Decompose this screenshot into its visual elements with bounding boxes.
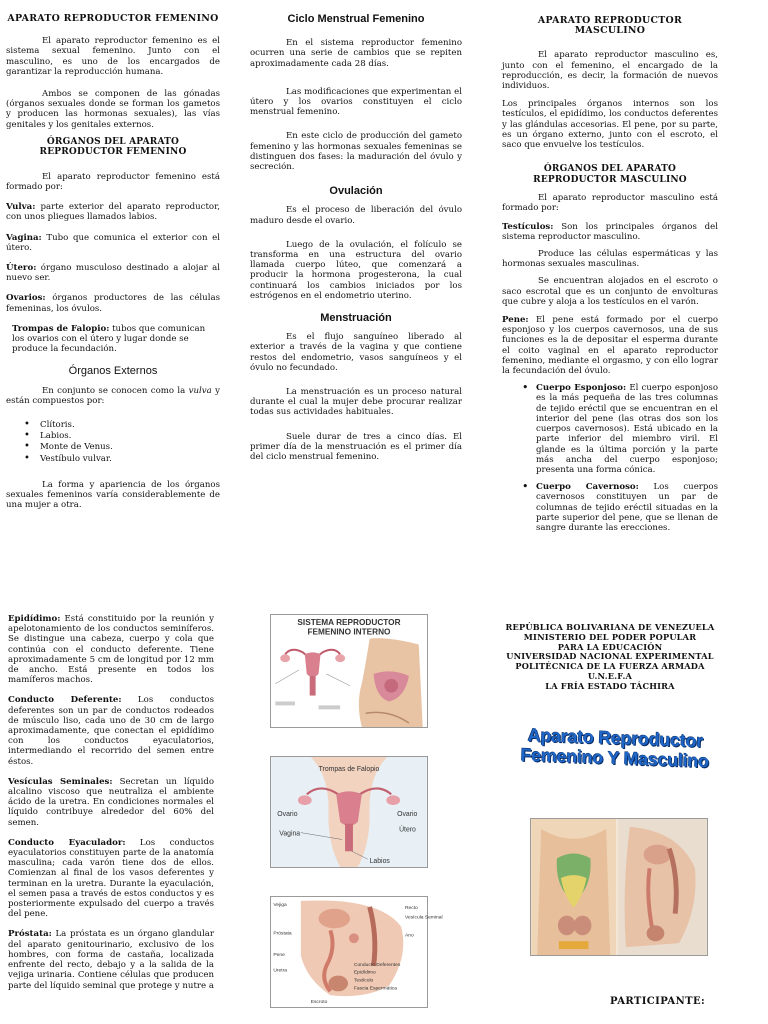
male-p2: Los principales órganos internos son los testículos, el epidídimo, los conductos deferentes y las glándulas accesorias. El pene, por su parte, es un órgano externo, junto con el escroto, el saco que envuelve los testículos. <box>502 99 718 151</box>
pene-def <box>502 315 718 376</box>
label-vejiga: Vejiga <box>273 902 287 908</box>
institution-header <box>504 623 716 692</box>
institution-line-5: POLITÉCNICA DE LA FUERZA ARMADA <box>515 661 705 672</box>
menstruacion-heading: Menstruación <box>320 312 392 325</box>
vesiculas-text: Secretan un líquido alcalino viscoso que neutraliza el ambiente ácido de la uretra. En condiciones normales el líquido contribuye alrededor del 60% del semen. <box>8 776 214 828</box>
ovulacion-heading: Ovulación <box>329 185 383 198</box>
female-column <box>6 14 220 518</box>
female-organs-heading: ÓRGANOS DEL APARATO REPRODUCTOR FEMENINO <box>39 136 187 158</box>
label-labios: Labios <box>369 858 390 866</box>
externos-list <box>24 420 220 464</box>
institution-line-1: REPÚBLICA BOLIVARIANA DE VENEZUELA <box>505 622 715 632</box>
label-ovario-left: Ovario <box>277 810 298 818</box>
menstruacion-p1: Es el flujo sanguíneo liberado al exterior a través de la vagina y que contiene restos del endometrio, vasos sanguíneos y el óvulo no fecundado. <box>250 332 462 373</box>
esponjoso-term: Cuerpo Esponjoso: <box>536 383 627 394</box>
vesiculas-term: Vesículas Seminales: <box>8 776 113 787</box>
epididimo-text: Está constituido por la reunión y apelotonamiento de los conductos seminíferos. Se distingue una cabeza, cuerpo y cola que continúa con el conducto deferente. Tiene aproximadamente 5 cm de longitud por 12 mm de ancho. Está presente en todos los mamíferos machos. <box>8 614 214 686</box>
male-p1: El aparato reproductor masculino es, junto con el femenino, el encargado de la reproducción, es decir, la formación de nuevos individuos. <box>502 50 718 92</box>
prostata-text: La próstata es un órgano glandular del aparato genitourinario, exclusivo de los hombres, con forma de castaña, localizada enfrente del recto, debajo y a la salida de la vejiga urinaria. Contiene células que producen parte del líquido seminal que protege y nutre a <box>8 929 214 991</box>
testiculos-def <box>502 222 718 242</box>
institution-line-4: UNIVERSIDAD NACIONAL EXPERIMENTAL <box>506 651 714 662</box>
vulva-def <box>6 202 220 222</box>
institution-line-3: PARA LA EDUCACIÓN <box>557 641 663 652</box>
male-sagittal-figure <box>270 896 443 1008</box>
testiculos-text: Son los principales órganos del sistema reproductor masculino. <box>502 221 718 242</box>
list-item: • Monte de Venus. <box>24 442 220 452</box>
label-vesicula: Vesícula Seminal <box>404 915 443 921</box>
uterus-labeled-figure <box>270 756 428 868</box>
male-title: APARATO REPRODUCTOR MASCULINO <box>537 15 683 37</box>
male-organs-heading: ÓRGANOS DEL APARATO REPRODUCTOR MASCULINO <box>533 164 687 185</box>
cycle-p2: Las modificaciones que experimentan el útero y los ovarios constituyen el ciclo menstrual femenino. <box>250 86 462 118</box>
label-utero: Útero <box>399 826 416 834</box>
male-column <box>502 16 718 540</box>
institution-line-6: U.N.E.F.A <box>587 670 633 681</box>
epididimo-def <box>8 614 214 685</box>
list-item: • Labios. <box>24 431 220 441</box>
label-ano: Ano <box>404 933 414 939</box>
deferente-term: Conducto Deferente: <box>8 695 122 706</box>
vulva-term: Vulva: <box>6 202 36 213</box>
utero-text: órgano musculoso destinado a alojar al nuevo ser. <box>6 263 220 284</box>
label-uretra: Uretra <box>273 968 288 974</box>
cycle-title: Ciclo Menstrual Femenino <box>287 13 425 25</box>
epididimo-term: Epidídimo: <box>8 614 61 624</box>
cavernoso-term: Cuerpo Cavernoso: <box>536 482 639 493</box>
externos-intro-b: y están compuestos por: <box>6 385 220 406</box>
testiculos-term: Testículos: <box>502 221 554 232</box>
cover-title <box>509 724 720 771</box>
deferente-text: Los conductos deferentes son un par de conductos rodeados de músculo liso, cada uno de 30 cm de largo aproximadamente, que conectan el epidídimo con los conductos eyaculatorios, intermediando el recorrido del semen entre éstos. <box>8 695 214 767</box>
cover-title-line-1: Aparato Reproductor <box>527 724 704 752</box>
fig1-title-line1: SISTEMA REPRODUCTOR <box>297 617 401 627</box>
prostata-def <box>8 929 214 990</box>
fig1-title-line2: FEMENINO INTERNO <box>307 627 391 637</box>
utero-def <box>6 263 220 283</box>
female-internal-figure <box>270 614 428 728</box>
trompas-term: Trompas de Falopio: <box>12 323 110 334</box>
ovarios-def <box>6 293 220 313</box>
cavernoso-text: Los cuerpos cavernosos constituyen un par de columnas de tejido eréctil situadas en la parte superior del pene, que se llenan de sangre durante las erecciones. <box>536 482 718 533</box>
label-prostata: Próstata <box>273 931 292 937</box>
vulva-text: parte exterior del aparato reproductor, con unos pliegues llamados labios. <box>6 202 220 223</box>
eyaculador-def <box>8 838 214 920</box>
vagina-def <box>6 233 220 253</box>
cover-title-line-2: Femenino Y Masculino <box>520 744 710 772</box>
ovulacion-p1: Es el proceso de liberación del óvulo maduro desde el ovario. <box>250 205 462 226</box>
ovarios-text: órganos productores de las células femeninas, los óvulos. <box>6 293 220 314</box>
esponjoso-text: El cuerpo esponjoso es la más pequeña de las tres columnas de tejido eréctil que se encuentran en el interior del pene (las otras dos son los cuerpos cavernosos). Está ubicado en la parte inferior del miembro viril. El glande es la última porción y la parte más ancha del cuerpo esponjoso; presenta una forma cónica. <box>536 383 719 475</box>
label-pene: Pene <box>273 952 285 958</box>
female-internal-illustration <box>271 615 427 727</box>
female-title: APARATO REPRODUCTOR FEMENINO <box>7 13 219 24</box>
trompas-text: tubos que comunican los ovarios con el útero y lugar donde se produce la fecundación. <box>12 323 206 355</box>
pene-parts-list <box>522 383 718 533</box>
menstruacion-p2: La menstruación es un proceso natural durante el cual la mujer debe procurar realizar todas sus actividades habituales. <box>250 387 462 418</box>
menstruacion-p3: Suele durar de tres a cinco días. El primer día de la menstruación es el primer día del ciclo menstrual femenino. <box>250 431 462 463</box>
pene-term: Pene: <box>502 315 529 326</box>
ovulacion-p2: Luego de la ovulación, el folículo se transforma en una estructura del ovario llamada cuerpo lúteo, que comenzará a producir la hormona progesterona, la cual continuará los cambios iniciados por los estrógenos en el endometrio uterino. <box>250 239 462 301</box>
female-intro-1: El aparato reproductor femenino es el sistema sexual femenino. Junto con el masculino, es uno de los encargados de garantizar la reproducción humana. <box>6 36 220 77</box>
cycle-p1: En el sistema reproductor femenino ocurren una serie de cambios que se repiten aproximadamente cada 28 días. <box>250 38 462 69</box>
institution-line-7: LA FRÍA ESTADO TÁCHIRA <box>545 680 675 691</box>
testiculos-p2: Produce las células espermáticas y las hormonas sexuales masculinas. <box>502 249 718 270</box>
vagina-term: Vagina: <box>6 232 42 243</box>
uterus-labeled-illustration <box>271 757 427 867</box>
deferente-def <box>8 695 214 766</box>
female-organs-intro: El aparato reproductor femenino está formado por: <box>6 171 220 193</box>
cover-anatomy-figure <box>530 818 708 956</box>
list-item <box>522 482 718 533</box>
label-testiculo: Testículo <box>353 978 374 984</box>
cover-anatomy-illustration <box>531 819 707 955</box>
externos-intro-vulva: vulva <box>188 385 212 396</box>
ovarios-term: Ovarios: <box>6 293 46 304</box>
list-item: • Vestíbulo vulvar. <box>24 454 220 464</box>
pene-text: El pene está formado por el cuerpo esponjoso y los cuerpos cavernosos, una de sus funciones es la de depositar el esperma durante el coito vaginal en el aparato reproductor femenino, mediante el orgasmo, y con ello lograr la fecundación del óvulo. <box>502 315 718 377</box>
label-trompas: Trompas de Falopio <box>318 765 380 773</box>
externos-intro-a: En conjunto se conocen como la <box>42 385 189 396</box>
list-item: • Clítoris. <box>24 420 220 430</box>
label-epididimo: Epidídimo <box>353 970 376 976</box>
male-organs-intro: El aparato reproductor masculino está formado por: <box>502 193 718 214</box>
testiculos-p3: Se encuentran alojados en el escroto o saco escrotal que es un conjunto de envolturas que cubre y aloja a los testículos en el varón. <box>502 276 718 307</box>
participante-label: PARTICIPANTE: <box>610 996 706 1007</box>
trompas-def <box>6 324 220 355</box>
female-intro-2: Ambos se componen de las gónadas (órganos sexuales donde se forman los gametos y producen las hormonas sexuales), las vías genitales y los genitales externos. <box>6 89 220 130</box>
female-body-illustration <box>359 638 423 727</box>
cycle-p3: En este ciclo de producción del gameto femenino y las hormonas sexuales femeninas se distinguen dos fases: la maduración del óvulo y secreción. <box>250 131 462 173</box>
eyaculador-text: Los conductos eyaculatorios constituyen parte de la anatomía masculina; cada varón tiene dos de ellos. Comienzan al final de los vasos deferentes y terminan en la uretra. Durante la eyaculación, el semen pasa a través de estos conductos y es posteriormente expulsado del cuerpo a través del pene. <box>8 837 214 920</box>
vagina-text: Tubo que comunica el exterior con el útero. <box>6 232 220 253</box>
externos-heading: Órganos Externos <box>68 365 158 378</box>
externos-intro <box>6 386 220 406</box>
label-fascia: Fascia Espermática <box>353 986 398 992</box>
male-organs-column <box>8 614 214 998</box>
externos-outro: La forma y apariencia de los órganos sexuales femeninos varía considerablemente de una mujer a otra. <box>6 479 220 511</box>
prostata-term: Próstata: <box>8 929 52 940</box>
eyaculador-term: Conducto Eyaculador: <box>8 837 126 848</box>
cycle-column <box>250 14 462 469</box>
male-sagittal-illustration <box>271 897 443 1007</box>
label-deferentes: Conducto Deferentes <box>353 962 401 968</box>
label-ovario-right: Ovario <box>397 810 418 818</box>
label-vagina: Vagina <box>279 830 301 838</box>
label-recto: Recto <box>404 905 418 911</box>
institution-line-2: MINISTERIO DEL PODER POPULAR <box>523 631 697 642</box>
vesiculas-def <box>8 777 214 828</box>
list-item <box>522 383 718 475</box>
label-escroto: Escroto <box>310 1000 328 1006</box>
utero-term: Útero: <box>6 263 37 274</box>
